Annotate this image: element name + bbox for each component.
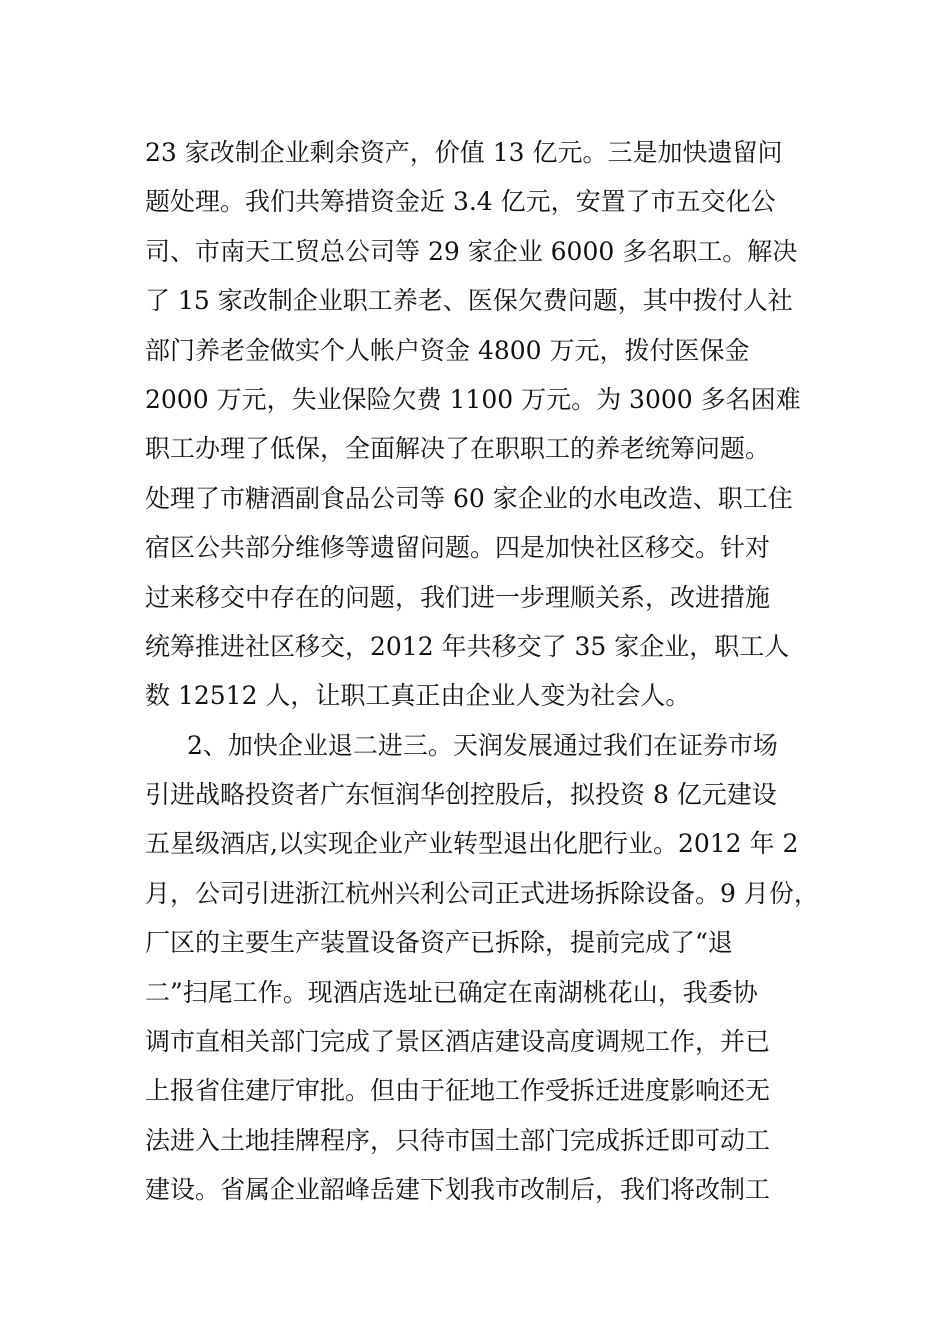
- text-line-content: 宿区公共部分维修等遗留问题。四是加快社区移交。针对: [145, 533, 771, 563]
- document-body: [145, 128, 825, 1215]
- text-line: [145, 128, 825, 177]
- text-line: [145, 918, 825, 967]
- text-line-content: 过来移交中存在的问题，我们进一步理顺关系，改进措施: [145, 582, 771, 612]
- text-line: [145, 721, 825, 770]
- text-line: [145, 573, 825, 622]
- text-line-content: 调市直相关部门完成了景区酒店建设高度调规工作，并已: [145, 1027, 771, 1057]
- text-line-content: 题处理。我们共筹措资金近 3.4 亿元，安置了市五交化公: [145, 187, 776, 217]
- text-line-content: 二”扫尾工作。现酒店选址已确定在南湖桃花山，我委协: [145, 977, 758, 1007]
- text-line-content: 司、市南天工贸总公司等 29 家企业 6000 多名职工。解决: [145, 236, 798, 266]
- text-line: [145, 1116, 825, 1165]
- text-line-content: 23 家改制企业剩余资产，价值 13 亿元。三是加快遗留问: [145, 138, 783, 167]
- text-line-content: 数 12512 人，让职工真正由企业人变为社会人。: [145, 681, 691, 711]
- text-line: [145, 622, 825, 671]
- text-line-content: 职工办理了低保，全面解决了在职职工的养老统筹问题。: [145, 434, 771, 464]
- text-line-content: 法进入土地挂牌程序，只待市国土部门完成拆迁即可动工: [145, 1125, 771, 1155]
- text-line: [145, 375, 825, 424]
- text-line: [145, 671, 825, 720]
- text-line: [145, 326, 825, 375]
- text-line-content: 建设。省属企业韶峰岳建下划我市改制后，我们将改制工: [145, 1175, 771, 1205]
- text-line: [145, 968, 825, 1017]
- text-line: [145, 276, 825, 325]
- text-line-content: 厂区的主要生产装置设备资产已拆除，提前完成了“退: [145, 928, 733, 958]
- text-line-content: 上报省住建厅审批。但由于征地工作受拆迁进度影响还无: [145, 1076, 771, 1106]
- text-line-content: 了 15 家改制企业职工养老、医保欠费问题，其中拨付人社: [145, 286, 793, 316]
- text-line: [145, 819, 825, 868]
- text-line: [145, 474, 825, 523]
- text-line: [145, 1066, 825, 1115]
- text-line-content: 月，公司引进浙江杭州兴利公司正式进场拆除设备。9 月份，: [145, 878, 819, 908]
- text-line: [145, 869, 825, 918]
- text-line-content: 部门养老金做实个人帐户资金 4800 万元，拨付医保金: [145, 335, 750, 365]
- text-line-content: 统筹推进社区移交，2012 年共移交了 35 家企业，职工人: [145, 631, 790, 661]
- text-line: [145, 424, 825, 473]
- text-line: [145, 227, 825, 276]
- text-line-content: 处理了市糖酒副食品公司等 60 家企业的水电改造、职工住: [145, 483, 793, 513]
- text-line-content: 五星级酒店,以实现企业产业转型退出化肥行业。2012 年 2: [145, 829, 799, 859]
- text-line: [145, 1017, 825, 1066]
- text-line-content: 引进战略投资者广东恒润华创控股后，拟投资 8 亿元建设: [145, 780, 777, 810]
- text-line: [145, 1165, 825, 1214]
- text-line: [145, 770, 825, 819]
- text-line: [145, 523, 825, 572]
- text-line-content: 2000 万元，失业保险欠费 1100 万元。为 3000 多名困难: [145, 384, 801, 414]
- text-line: [145, 177, 825, 226]
- text-line-content: 2、加快企业退二进三。天润发展通过我们在证券市场: [187, 730, 778, 760]
